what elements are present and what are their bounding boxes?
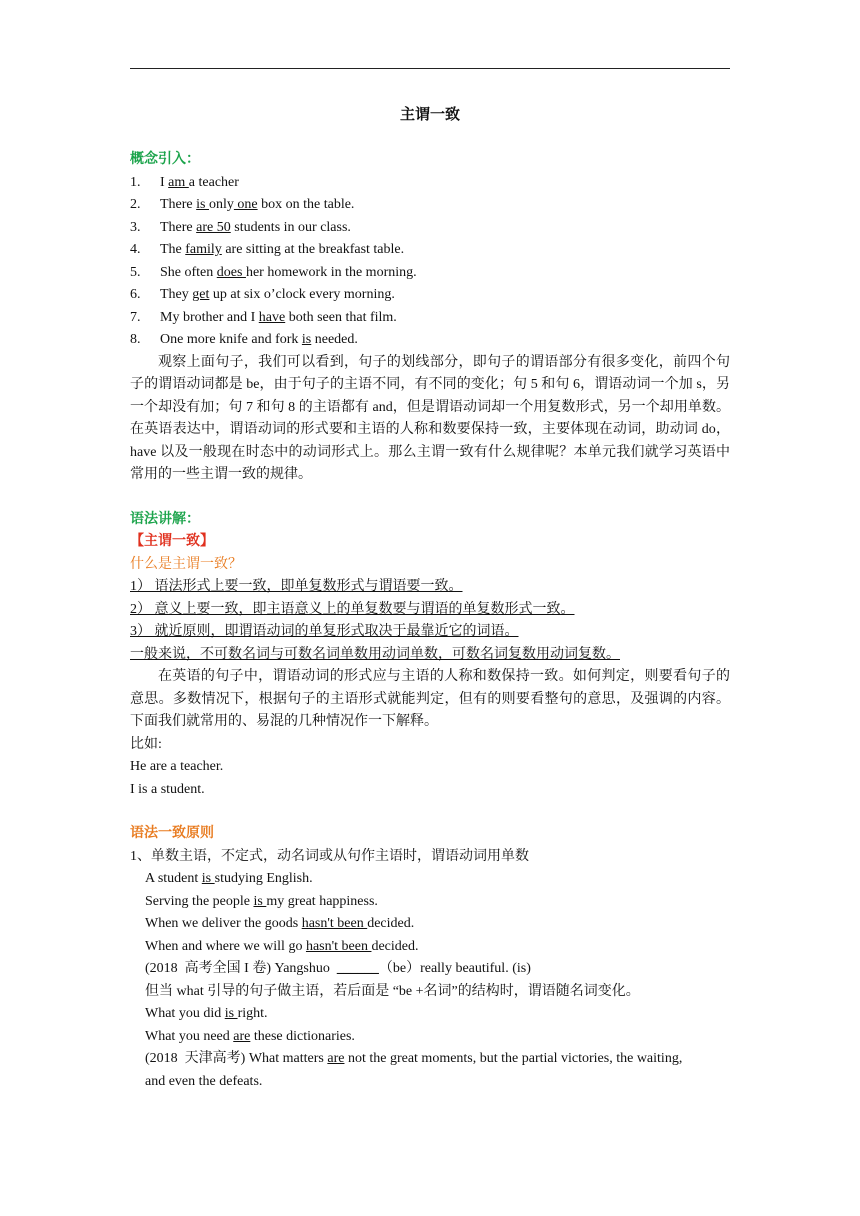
example-number: 1. bbox=[130, 174, 141, 190]
principle-example-line bbox=[145, 1071, 730, 1094]
example-number: 3. bbox=[130, 219, 141, 235]
underlined-predicate: is bbox=[301, 332, 312, 347]
sentence-text: decided. bbox=[371, 938, 419, 954]
example-number: 4. bbox=[130, 242, 141, 257]
sentence-text: （be）really beautiful. (is) bbox=[378, 961, 531, 976]
underlined-predicate: are 50 bbox=[196, 219, 231, 235]
for-example-label: 比如: bbox=[130, 736, 162, 752]
sentence-text: (2018 高考全国 I 卷) Yangshuo bbox=[145, 961, 337, 976]
example-sentence bbox=[130, 284, 730, 307]
document-body bbox=[130, 103, 730, 1093]
underlined-predicate: hasn't been bbox=[305, 938, 372, 954]
sentence-text: My brother and I bbox=[160, 309, 259, 325]
principle-example-line bbox=[145, 891, 730, 914]
example-sentence bbox=[130, 329, 730, 352]
sentence-text: both seen that film. bbox=[285, 309, 397, 325]
sentence-text: One more knife and fork bbox=[160, 332, 302, 347]
sentence-text: Serving the people bbox=[145, 893, 254, 909]
principle-example-line bbox=[145, 958, 730, 981]
example-number: 7. bbox=[130, 309, 141, 325]
grammar-heading: 语法讲解： bbox=[130, 511, 200, 527]
sentence-text: 但当 what 引导的句子做主语，若后面是 “be +名词”的结构时，谓语随名词变化。 bbox=[145, 983, 640, 999]
principle-example-line bbox=[145, 913, 730, 936]
header-rule bbox=[130, 68, 730, 69]
principles-heading: 语法一致原则 bbox=[130, 826, 214, 841]
principle-examples bbox=[130, 868, 730, 1093]
example-sentence bbox=[130, 262, 730, 285]
underlined-predicate: is bbox=[196, 197, 209, 212]
concept-paragraph: 观察上面句子，我们可以看到，句子的划线部分，即句子的谓语部分有很多变化，前四个句子的谓语动词都是 be，由于句子的主语不同，有不同的变化；句 5 和句 6，谓语动词一个加 s，另一个却没有加；句 7 和句 8 的主语都有 and，但是谓语动词却一个用复数形式，另一个却用单数。在英语表达中，谓语动词的形式要和主语的人称和数要保持一致，主要体现在动词，助动词 do，have 以及一般现在时态中的动词形式上。那么主谓一致有什么规律呢？本单元我们就学习英语中常用的一些主谓一致的规律。 bbox=[130, 354, 730, 482]
sentence-text: her homework in the morning. bbox=[245, 264, 417, 280]
principle-example-line bbox=[145, 981, 730, 1004]
sentence-text: these dictionaries. bbox=[250, 1028, 355, 1044]
sentence-text: not the great moments, but the partial victories, the waiting, bbox=[344, 1051, 683, 1066]
sentence-text: box on the table. bbox=[257, 197, 355, 212]
page-title: 主谓一致 bbox=[399, 107, 460, 123]
sentence-text: What you need bbox=[145, 1028, 234, 1044]
example-number: 8. bbox=[130, 332, 141, 347]
sentence-text: The bbox=[160, 242, 186, 257]
section-bracket-title: 【主谓一致】 bbox=[130, 534, 214, 549]
underlined-predicate: is bbox=[201, 871, 215, 886]
sentence-text: and even the defeats. bbox=[145, 1073, 263, 1089]
underlined-predicate: hasn't been bbox=[301, 916, 368, 931]
sample-sentence: I is a student. bbox=[130, 781, 205, 797]
principle-example-line bbox=[145, 1003, 730, 1026]
sample-sentence: He are a teacher. bbox=[130, 759, 224, 774]
principle-example-line bbox=[145, 868, 730, 891]
sentence-text: When we deliver the goods bbox=[145, 916, 302, 931]
rule-item: 1） 语法形式上要一致，即单复数形式与谓语要一致。 bbox=[130, 579, 463, 594]
example-list bbox=[130, 172, 730, 352]
sentence-text: She often bbox=[160, 264, 217, 280]
example-sentence bbox=[130, 239, 730, 262]
sentence-text: They bbox=[160, 287, 193, 302]
sentence-text: (2018 天津高考) What matters bbox=[145, 1051, 328, 1066]
sentence-text: only bbox=[209, 197, 234, 212]
sentence-text: When and where we will go bbox=[145, 938, 306, 954]
underlined-predicate: does bbox=[216, 264, 246, 280]
underlined-predicate: is bbox=[224, 1006, 238, 1021]
underlined-predicate: are bbox=[327, 1051, 345, 1066]
sentence-text: students in our class. bbox=[230, 219, 351, 235]
rule-item: 2） 意义上要一致，即主语意义上的单复数要与谓语的单复数形式一致。 bbox=[130, 601, 575, 617]
principle-example-line bbox=[145, 1048, 730, 1071]
sentence-text: There bbox=[160, 219, 197, 235]
sentence-text: studying English. bbox=[214, 871, 313, 886]
example-sentence bbox=[130, 217, 730, 240]
sentence-text: are sitting at the breakfast table. bbox=[221, 242, 405, 257]
sentence-text: my great happiness. bbox=[266, 893, 378, 909]
underlined-predicate: one bbox=[233, 197, 258, 212]
example-sentence bbox=[130, 307, 730, 330]
underlined-predicate: get bbox=[192, 287, 210, 302]
sentence-text: up at six o’clock every morning. bbox=[209, 287, 395, 302]
concept-heading: 概念引入： bbox=[130, 152, 200, 167]
question-heading: 什么是主谓一致？ bbox=[130, 556, 242, 572]
sentence-text: What you did bbox=[145, 1006, 225, 1021]
principle-point: 1、单数主语，不定式，动名词或从句作主语时，谓语动词用单数 bbox=[130, 848, 529, 864]
sentence-text: needed. bbox=[311, 332, 358, 347]
example-sentence bbox=[130, 172, 730, 195]
example-sentence bbox=[130, 194, 730, 217]
underlined-predicate: have bbox=[258, 309, 286, 325]
example-number: 5. bbox=[130, 264, 141, 280]
example-number: 6. bbox=[130, 287, 141, 302]
sentence-text: There bbox=[160, 197, 197, 212]
underlined-predicate: am bbox=[168, 174, 189, 190]
sentence-text: I bbox=[160, 174, 169, 190]
principle-example-line bbox=[145, 936, 730, 959]
principle-example-line bbox=[145, 1026, 730, 1049]
underlined-predicate: family bbox=[185, 242, 222, 257]
sentence-text: right. bbox=[237, 1006, 268, 1021]
sentence-text: decided. bbox=[367, 916, 415, 931]
grammar-paragraph: 在英语的句子中，谓语动词的形式应与主语的人称和数保持一致。如何判定，则要看句子的意思。多数情况下，根据句子的主语形式就能判定，但有的则要看整句的意思，及强调的内容。下面我们就常用的、易混的几种情况作一下解释。 bbox=[130, 669, 730, 729]
rule-note: 一般来说，不可数名词与可数名词单数用动词单数，可数名词复数用动词复数。 bbox=[130, 646, 620, 662]
sentence-text: a teacher bbox=[188, 174, 239, 190]
example-number: 2. bbox=[130, 197, 141, 212]
rule-item: 3） 就近原则，即谓语动词的单复形式取决于最靠近它的词语。 bbox=[130, 624, 519, 639]
underlined-predicate: ______ bbox=[336, 961, 379, 976]
sentence-text: A student bbox=[145, 871, 202, 886]
underlined-predicate: are bbox=[233, 1028, 251, 1044]
underlined-predicate: is bbox=[253, 893, 267, 909]
